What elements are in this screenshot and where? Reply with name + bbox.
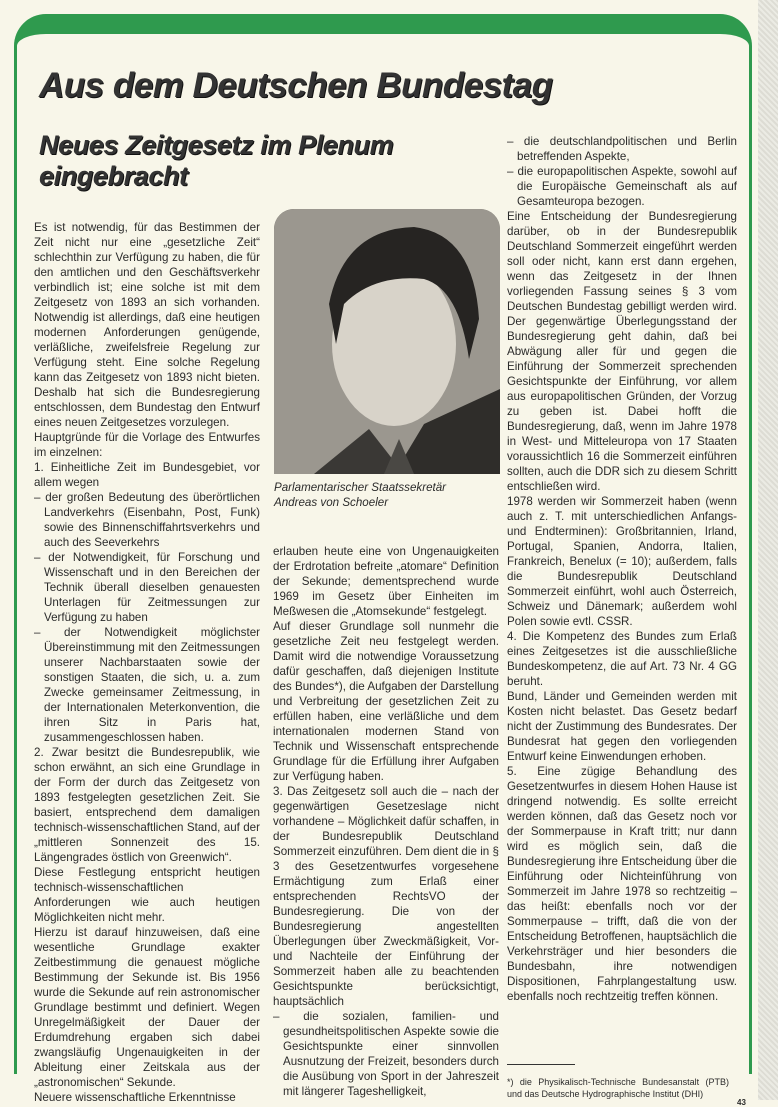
- dash-item: – die deutschlandpolitischen und Berlin betreffenden Aspekte,: [507, 135, 737, 163]
- dash-item: – der Notwendigkeit möglichster Übereinstimmung mit den Zeitmessungen unserer Nachbarstaaten sowie der sonstigen Staaten, die sich, u. a. zum Zwecke gemeinsamer Zeitmessung, in der Internationalen Meterkonvention, die ihren Sitz in Paris hat, zusammengeschlossen haben.: [34, 626, 260, 744]
- page-content: [17, 34, 749, 1107]
- dash-item: – der großen Bedeutung des überörtlichen Landverkehrs (Eisenbahn, Post, Funk) sowie des Binnenschiffahrtsverkehrs und auch des Seeverkehrs: [34, 491, 260, 549]
- caption-title: Parlamentarischer Staatssekretär: [274, 481, 447, 494]
- article-title: [39, 130, 469, 192]
- paragraph: Hauptgründe für die Vorlage des Entwurfes im einzelnen:: [34, 431, 260, 459]
- paragraph: Hierzu ist darauf hinzuweisen, daß eine wesentliche Grundlage exakter Zeitbestimmung die genauest mögliche Bestimmung der Sekunde ist. Bis 1956 wurde die Sekunde auf rein astronomischer Grundlage bestimmt und definiert. Wegen Unregelmäßigkeit der Dauer der Erdumdrehung ergaben sich dabei zwangsläufig Ungenauigkeiten in der Ableitung einer Zeitskala aus der „astronomischen“ Sekunde.: [34, 926, 260, 1089]
- dash-item: – der Notwendigkeit, für Forschung und Wissenschaft und in den Bereichen der Technik überall dieselben genauesten Unterlagen für Zeitmessungen zur Verfügung zu haben: [34, 551, 260, 624]
- paragraph: erlauben heute eine von Ungenauigkeiten der Erdrotation befreite „atomare“ Definition der Sekunde; dementsprechend wurde 1969 im Gesetz über Einheiten im Meßwesen die „Atomsekunde“ festgelegt.: [273, 545, 499, 618]
- article-title-line2: eingebracht: [39, 161, 188, 191]
- column-1: [34, 220, 260, 1105]
- paragraph: 1. Einheitliche Zeit im Bundesgebiet, vor allem wegen: [34, 461, 260, 489]
- paragraph: 1978 werden wir Sommerzeit haben (wenn auch z. T. mit unterschiedlichen Anfangs- und Endterminen): Großbritannien, Irland, Portugal, Spanien, Andorra, Italien, Frankreich, Benelux (= 10); außerdem, falls die Bundesrepublik Deutschland Sommerzeit einführt, wohl auch Österreich, Schweiz und Dänemark; außerdem wohl Polen sowie evtl. CSSR.: [507, 495, 737, 628]
- page-edge: [758, 0, 778, 1100]
- photo-caption: [274, 480, 500, 510]
- paragraph: Neuere wissenschaftliche Erkenntnisse: [34, 1091, 236, 1104]
- column-3: [507, 134, 737, 1004]
- column-2: [273, 544, 499, 1099]
- dash-item: – die sozialen, familien- und gesundheitspolitischen Aspekte sowie die Gesichtspunkte einer sinnvollen Ausnutzung der Freizeit, besonders durch die Ausübung von Sport in der Jahreszeit mit längerer Tageshelligkeit,: [273, 1010, 499, 1098]
- caption-name: Andreas von Schoeler: [274, 496, 389, 509]
- paragraph: 3. Das Zeitgesetz soll auch die – nach der gegenwärtigen Gesetzeslage nicht vorhandene – Möglichkeit dafür schaffen, in der Bundesrepublik Deutschland Sommerzeit einzuführen. Dem dient die in § 3 des Gesetzentwurfes vorgesehene Ermächtigung zum Erlaß einer entsprechenden RechtsVO der Bundesregierung. Die von der Bundesregierung angestellten Überlegungen über Zweckmäßigkeit, Vor- und Nachteile der Einführung der Sommerzeit haben alle zu beachtenden Gesichtspunkte berücksichtigt, hauptsächlich: [273, 785, 499, 1008]
- footnote: *) die Physikalisch-Technische Bundesanstalt (PTB) und das Deutsche Hydrographische Institut (DHI): [507, 1077, 729, 1099]
- dash-item: – die europapolitischen Aspekte, sowohl auf die Europäische Gemeinschaft als auf Gesamteuropa bezogen.: [507, 165, 737, 208]
- portrait-image: [274, 209, 500, 474]
- page-number: 43: [737, 1098, 746, 1107]
- paragraph: Bund, Länder und Gemeinden werden mit Kosten nicht belastet. Das Gesetz bedarf nicht der Zustimmung des Bundesrates. Der Bundesrat hat gegen den vorliegenden Entwurf keine Einwendungen erhoben.: [507, 690, 737, 763]
- section-title: Aus dem Deutschen Bundestag: [39, 66, 553, 105]
- paragraph: Auf dieser Grundlage soll nunmehr die gesetzliche Zeit neu festgelegt werden. Damit wird die notwendige Voraussetzung dafür geschaffen, daß diejenigen Institute des Bundes*), die Aufgaben der Darstellung und Verbreitung der gesetzlichen Zeit zu erfüllen haben, eine verläßliche und dem internationalen modernen Stand von Technik und Wissenschaft entsprechende Grundlage für die Erfüllung ihrer Aufgaben zur Verfügung haben.: [273, 620, 499, 783]
- paragraph: 2. Zwar besitzt die Bundesrepublik, wie schon erwähnt, an sich eine Grundlage in der Form der durch das Zeitgesetz von 1893 festgelegten gesetzlichen Zeit. Sie basiert, entsprechend dem damaligen technisch-wissenschaftlichen Stand, auf der „mittleren Sonnenzeit des 15. Längengrades östlich von Greenwich“.: [34, 746, 260, 864]
- article-title-line1: Neues Zeitgesetz im Plenum: [39, 130, 394, 160]
- paragraph: Es ist notwendig, für das Bestimmen der Zeit nicht nur eine „gesetzliche Zeit“ schlechthin zur Verfügung zu haben, die für den amtlichen und den Geschäftsverkehr verbindlich ist; eine solche ist mit dem Zeitgesetz von 1893 an sich vorhanden. Notwendig ist allerdings, daß eine heutigen modernen Anforderungen genügende, verläßliche, zweifelsfreie Regelung zur Verfügung steht. Eine solche Regelung kann das Zeitgesetz von 1893 nicht bieten. Deshalb hat sich die Bundesregierung entschlossen, dem Bundestag den Entwurf eines neuen Zeitgesetzes vorzulegen.: [34, 221, 260, 429]
- footnote-divider: [507, 1064, 575, 1065]
- paragraph: 4. Die Kompetenz des Bundes zum Erlaß eines Zeitgesetzes ist die ausschließliche Bundeskompetenz, die auf Art. 73 Nr. 4 GG beruht.: [507, 630, 737, 688]
- paragraph: 5. Eine zügige Behandlung des Gesetzentwurfes in diesem Hohen Hause ist dringend notwendig. Es sollte erreicht werden können, daß das Gesetz noch vor der Sommerpause in Kraft tritt; nur dann wird es möglich sein, daß die Bundesregierung ihre Entscheidung über die Einführung oder Nichteinführung von Sommerzeit im Jahre 1978 so rechtzeitig – das heißt: ebenfalls noch vor der Sommerpause – trifft, daß die von der Entscheidung Betroffenen, hauptsächlich die Verkehrsträger und hier besonders die Bundesbahn, ihre notwendigen Dispositionen, Fahrplangestaltung usw. ebenfalls noch rechtzeitig treffen können.: [507, 765, 737, 1003]
- paragraph: Diese Festlegung entspricht heutigen technisch-wissenschaftlichen Anforderungen wie auch heutigen Möglichkeiten nicht mehr.: [34, 866, 260, 924]
- portrait-photo: [274, 209, 500, 474]
- paragraph: Eine Entscheidung der Bundesregierung darüber, ob in der Bundesrepublik Deutschland Sommerzeit eingeführt werden soll oder nicht, kann erst dann ergehen, wenn das Zeitgesetz in der Ihnen vorliegenden Fassung seines § 3 vom Deutschen Bundestag gebilligt werden wird. Der gegenwärtige Überlegungsstand der Bundesregierung geht dahin, daß bei Abwägung aller für und gegen die Einführung der Sommerzeit sprechenden Gesichtspunkte der Einführung, vor allem aus europapolitischen Gründen, der Vorzug zu geben ist. Dabei hofft die Bundesregierung, daß, wenn im Jahre 1978 in West- und Mitteleuropa von 17 Staaten voraussichtlich 16 die Sommerzeit einführen sollten, auch die DDR sich zu diesem Schritt entschließen wird.: [507, 210, 737, 493]
